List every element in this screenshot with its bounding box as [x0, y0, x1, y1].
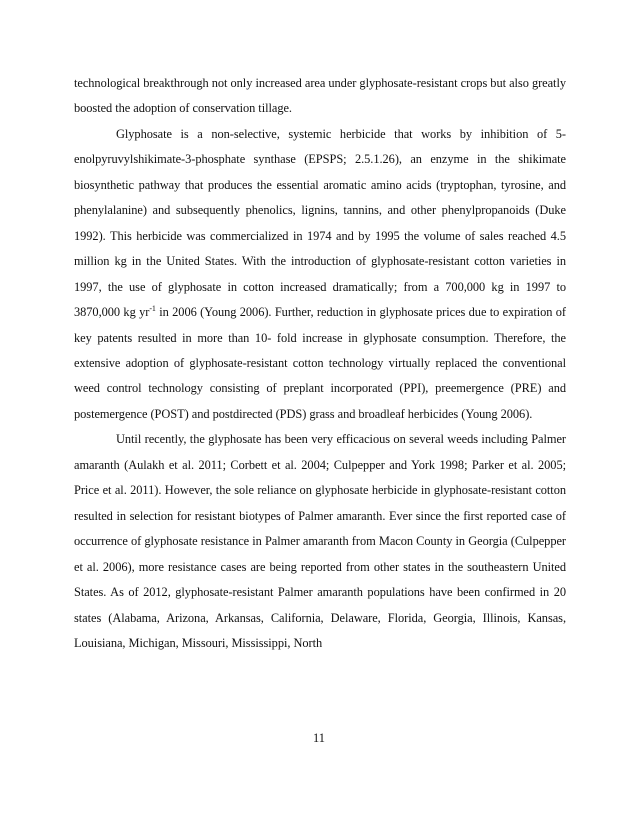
paragraph-text: in 2006 (Young 2006). Further, reduction in glyphosate prices due to expiration of key patents resulted in more than 10- fold increase in glyphosate consumption. Therefore, the extensive adoption of glyphosate-resistant cotton technology virtually replaced the conventional weed control technology consisting of preplant incorporated (PPI), preemergence (PRE) and postemergence (POST) and postdirected (PDS) grass and broadleaf herbicides (Young 2006).: [74, 305, 566, 421]
page-number: 11: [313, 731, 325, 745]
paragraph-resistance: Until recently, the glyphosate has been very efficacious on several weeds including Palmer amaranth (Aulakh et al. 2011; Corbett et al. 2004; Culpepper and York 1998; Parker et al. 2005; Price et al. 2011). However, the sole reliance on glyphosate herbicide in glyphosate-resistant cotton resulted in selection for resistant biotypes of Palmer amaranth. Ever since the first reported case of occurrence of glyphosate resistance in Palmer amaranth from Macon County in Georgia (Culpepper et al. 2006), more resistance cases are being reported from other states in the southeastern United States. As of 2012, glyphosate-resistant Palmer amaranth populations have been confirmed in 20 states (Alabama, Arizona, Arkansas, California, Delaware, Florida, Georgia, Illinois, Kansas, Louisiana, Michigan, Missouri, Mississippi, North: [74, 432, 566, 650]
paragraph-continuation: technological breakthrough not only increased area under glyphosate-resistant crops but also greatly boosted the adoption of conservation tillage.: [74, 76, 566, 116]
body-text: [74, 71, 566, 656]
superscript-unit: -1: [149, 304, 156, 314]
paragraph-glyphosate-mechanism: [74, 122, 566, 427]
paragraph-text: Glyphosate is a non-selective, systemic herbicide that works by inhibition of 5-enolpyruvylshikimate-3-phosphate synthase (EPSPS; 2.5.1.26), an enzyme in the shikimate biosynthetic pathway that produces the essential aromatic amino acids (tryptophan, tyrosine, and phenylalanine) and subsequently phenolics, lignins, tannins, and other phenylpropanoids (Duke 1992). This herbicide was commercialized in 1974 and by 1995 the volume of sales reached 4.5 million kg in the United States. With the introduction of glyphosate-resistant cotton varieties in 1997, the use of glyphosate in cotton increased dramatically; from a 700,000 kg in 1997 to 3870,000 kg yr: [74, 126, 566, 320]
